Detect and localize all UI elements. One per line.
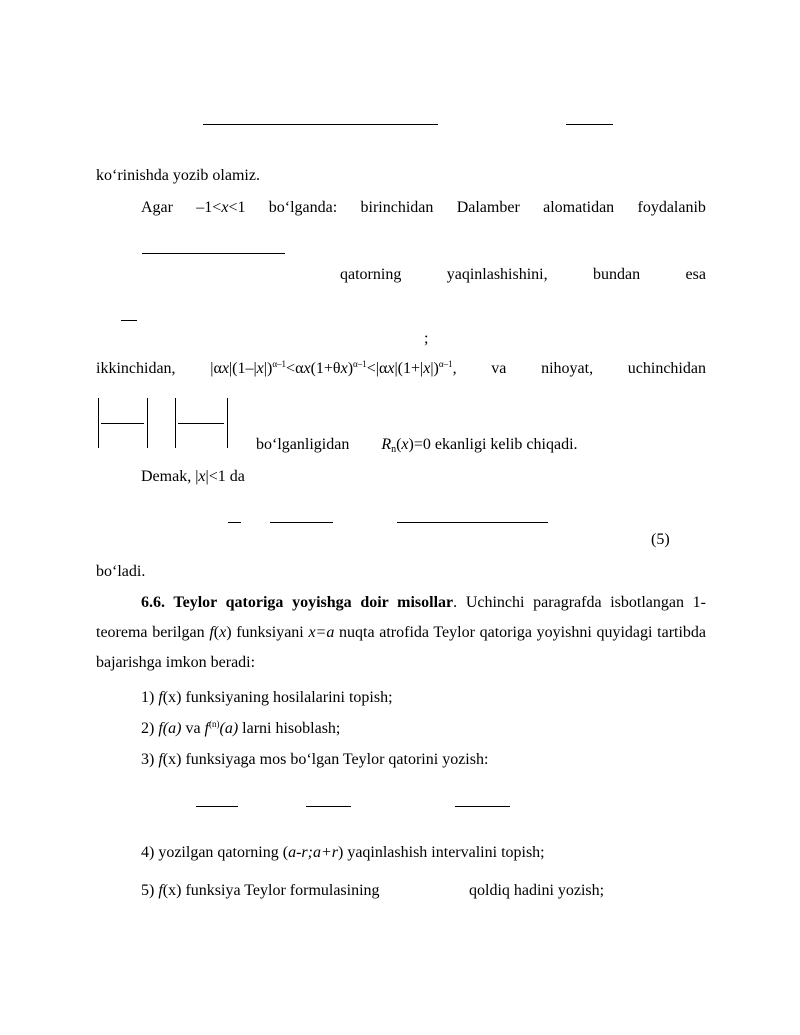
formula-rule <box>397 522 548 523</box>
equation-number: (5) <box>651 531 670 548</box>
formula-rule <box>203 124 438 125</box>
formula-rule <box>142 253 285 254</box>
list-item: 3) f(x) funksiyaga mos boʻlgan Teylor qatorini yozish: <box>141 751 489 768</box>
abs-bar <box>98 398 99 448</box>
text-line: qatorning yaqinlashishini, bundan esa <box>340 266 706 283</box>
text-line: ikkinchidan, $|\alpha x|(1-|x|)^{\alpha-1}<\alpha x(1+\theta x)^{\alpha-1}<|\alpha x|(1+|x|)^{\alpha-1}$, va nihoyat, uchinchidan <box>96 359 706 377</box>
formula-rule <box>121 320 137 321</box>
text-line: Agar –1<x<1 boʻlganda: birinchidan Dalamber alomatidan foydalanib <box>141 199 706 216</box>
text-line: boʻlganligidan $R_n(x)=0$ ekanligi kelib chiqadi. <box>256 436 578 455</box>
list-item: 5) f(x) funksiya Teylor formulasining <box>141 882 380 899</box>
abs-bar <box>227 398 228 448</box>
text-line: Demak, |x|<1 da <box>141 468 245 485</box>
formula-rule <box>566 124 613 125</box>
formula-rule <box>455 806 510 807</box>
list-item: 4) yozilgan qatorning (a-r;a+r) yaqinlashish intervalini topish; <box>141 844 545 861</box>
semicolon: ; <box>424 330 429 347</box>
formula-rule <box>228 522 241 523</box>
section-paragraph: 6.6. Teylor qatoriga yoyishga doir misollar. Uchinchi paragrafda isbotlangan 1-teorema berilgan f(x) funksiyani x=a nuqta atrofida Teylor qatoriga yoyishni quyidagi tartibda bajarishga imkon beradi: <box>96 594 707 671</box>
text-line: boʻladi. <box>96 563 146 580</box>
section-title: 6.6. Teylor qatoriga yoyishga doir misollar <box>141 594 454 611</box>
formula-rule <box>101 423 144 424</box>
formula-rule <box>270 522 333 523</box>
abs-bar <box>175 398 176 448</box>
formula-rule <box>178 423 224 424</box>
abs-bar <box>147 398 148 448</box>
list-item: 2) f(a) va $f^{(n)}(a)$ larni hisoblash; <box>141 719 341 737</box>
formula-rule <box>306 806 351 807</box>
list-item: 1) f(x) funksiyaning hosilalarini topish; <box>141 689 393 706</box>
formula-rule <box>196 806 238 807</box>
text-line: koʻrinishda yozib olamiz. <box>96 167 260 184</box>
list-item-continuation: qoldiq hadini yozish; <box>469 882 605 899</box>
